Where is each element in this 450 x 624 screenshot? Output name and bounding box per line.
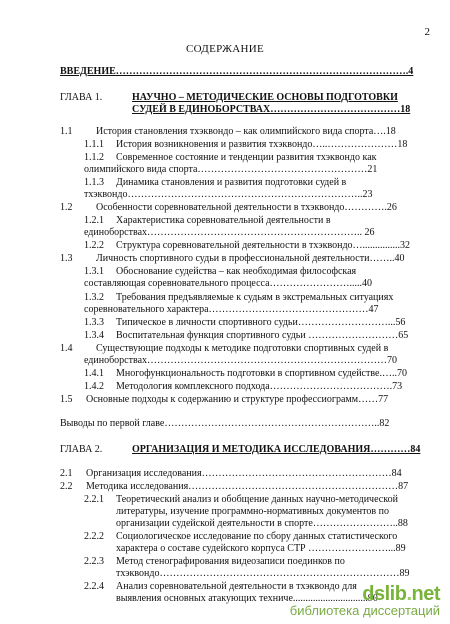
toc-entry-1-3-4[interactable]: Воспитательная функция спортивного судьи ………………………65 — [116, 330, 409, 341]
toc-entry-2-2-4-cont[interactable]: выявления основных атакующих техниче..............................90 — [116, 593, 378, 604]
toc-entry-1-1-1[interactable]: История возникновения и развития тхэквондо…..…………………18 — [116, 139, 408, 150]
toc-entry-2-2-2[interactable]: Социологическое исследование по сбору данных статистического — [116, 531, 398, 542]
toc-entry-chapter2[interactable] — [132, 444, 420, 456]
section-number: 1.2 — [60, 202, 73, 213]
toc-entry-conclusion-1[interactable]: Выводы по первой главе………………………………………………………..82 — [60, 418, 390, 429]
section-number: 1.1.2 — [84, 152, 104, 163]
toc-entry-1-1-2-cont[interactable]: олимпийского вида спорта……………………………………………21 — [84, 164, 378, 175]
toc-entry-chapter1-cont[interactable] — [132, 104, 410, 116]
toc-entry-1-5[interactable]: Основные подходы к содержанию и структуре профессиограмм……77 — [86, 394, 389, 405]
toc-entry-2-2-3-cont[interactable]: тхэквондо………………………………………………………………89 — [116, 568, 410, 579]
section-number: 2.2.2 — [84, 531, 104, 542]
toc-entry-chapter1[interactable] — [132, 92, 398, 104]
toc-entry-1-1[interactable]: История становления тхэквондо – как олимпийского вида спорта….18 — [96, 126, 396, 137]
chapter1-line1: НАУЧНО – МЕТОДИЧЕСКИЕ ОСНОВЫ ПОДГОТОВКИ — [132, 92, 398, 103]
watermark — [290, 583, 440, 618]
section-number: 1.1.3 — [84, 177, 104, 188]
toc-entry-1-1-2[interactable]: Современное состояние и тенденции развития тхэквондо как — [116, 152, 377, 163]
section-number: 1.3.3 — [84, 317, 104, 328]
toc-entry-2-2-2-cont[interactable]: характера о составе судейского корпуса СТР ……………………...89 — [116, 543, 406, 554]
toc-entry-1-4-cont[interactable]: единоборствах………………………………………………………………70 — [84, 355, 398, 366]
toc-entry-2-2-4[interactable]: Анализ соревновательной деятельности в тхэквондо для — [116, 581, 357, 592]
section-number: 1.2.2 — [84, 240, 104, 251]
section-number: 2.2.3 — [84, 556, 104, 567]
section-number: 1.5 — [60, 394, 73, 405]
section-number: 2.2.4 — [84, 581, 104, 592]
toc-entry-1-4[interactable]: Существующие подходы к методике подготовки спортивных судей в — [96, 343, 389, 354]
toc-entry-1-2[interactable]: Особенности соревновательной деятельности в тхэквондо………….26 — [96, 202, 397, 213]
toc-entry-2-2-1-cont2[interactable]: организации судейской деятельности в спорте……………………..88 — [116, 518, 408, 529]
toc-entry-1-4-1[interactable]: Многофункциональность подготовки в спортивном судействе.…..70 — [116, 368, 407, 379]
toc-entry-1-2-2[interactable]: Структура соревновательной деятельности в тхэквондо…...............32 — [116, 240, 411, 251]
toc-entry-1-3-2[interactable]: Требования предъявляемые к судьям в экстремальных ситуациях — [116, 292, 394, 303]
chapter1-label: ГЛАВА 1. — [60, 92, 103, 103]
chapter2-label: ГЛАВА 2. — [60, 444, 103, 455]
section-number: 1.3.2 — [84, 292, 104, 303]
toc-entry-1-3[interactable]: Личность спортивного судьи в профессиональной деятельности……..40 — [96, 253, 405, 264]
watermark-caption: библиотека диссертаций — [289, 603, 440, 618]
toc-entry-1-1-3[interactable]: Динамика становления и развития подготовки судей в — [116, 177, 347, 188]
section-number: 1.2.1 — [84, 215, 104, 226]
toc-entry-2-2-3[interactable]: Метод стенографирования видеозаписи поединков по — [116, 556, 345, 567]
section-number: 1.4.2 — [84, 381, 104, 392]
watermark-logo: dslib.net — [362, 583, 440, 605]
section-number: 1.3.4 — [84, 330, 104, 341]
intro-text: ВВЕДЕНИЕ…………………………………………………………………………….4 — [60, 66, 414, 77]
section-number: 2.2 — [60, 481, 73, 492]
toc-entry-1-2-1[interactable]: Характеристика соревновательной деятельности в — [116, 215, 331, 226]
section-number: 1.4 — [60, 343, 73, 354]
section-number: 1.1 — [60, 126, 73, 137]
section-number: 1.1.1 — [84, 139, 104, 150]
toc-entry-1-2-1-cont[interactable]: единоборствах……………………………………………………….. 26 — [84, 227, 375, 238]
toc-entry-2-2-1-cont[interactable]: литературы, изучение программно-нормативных документов по — [116, 506, 389, 517]
chapter2-text: ОРГАНИЗАЦИЯ И МЕТОДИКА ИССЛЕДОВАНИЯ…………84 — [132, 444, 421, 455]
toc-entry-1-3-3[interactable]: Типическое в личности спортивного судьи………………………...56 — [116, 317, 406, 328]
toc-entry-intro[interactable] — [60, 66, 413, 78]
section-number: 2.1 — [60, 468, 73, 479]
toc-entry-2-1[interactable]: Организация исследования…………………………………………………84 — [86, 468, 402, 479]
toc-title: СОДЕРЖАНИЕ — [185, 43, 265, 55]
section-number: 1.4.1 — [84, 368, 104, 379]
toc-entry-1-3-2-cont[interactable]: соревновательного характера…………………………………………47 — [84, 304, 379, 315]
toc-entry-2-2-1[interactable]: Теоретический анализ и обобщение данных научно-методической — [116, 494, 398, 505]
section-number: 2.2.1 — [84, 494, 104, 505]
page-number: 2 — [424, 26, 430, 38]
toc-entry-1-1-3-cont[interactable]: тхэквондо……………………………………………………………..23 — [84, 189, 373, 200]
toc-entry-2-2[interactable]: Методика исследования………………………………………………………87 — [86, 481, 409, 492]
toc-entry-1-3-1-cont[interactable]: составляющая соревновательного процесса…………………….....40 — [84, 278, 373, 289]
section-number: 1.3 — [60, 253, 73, 264]
toc-entry-1-3-1[interactable]: Обоснование судейства – как необходимая философская — [116, 266, 357, 277]
toc-entry-1-4-2[interactable]: Методология комплексного подхода……………………………….73 — [116, 381, 403, 392]
chapter1-line2: СУДЕЙ В ЕДИНОБОРСТВАХ…………………………………18 — [132, 104, 411, 115]
section-number: 1.3.1 — [84, 266, 104, 277]
